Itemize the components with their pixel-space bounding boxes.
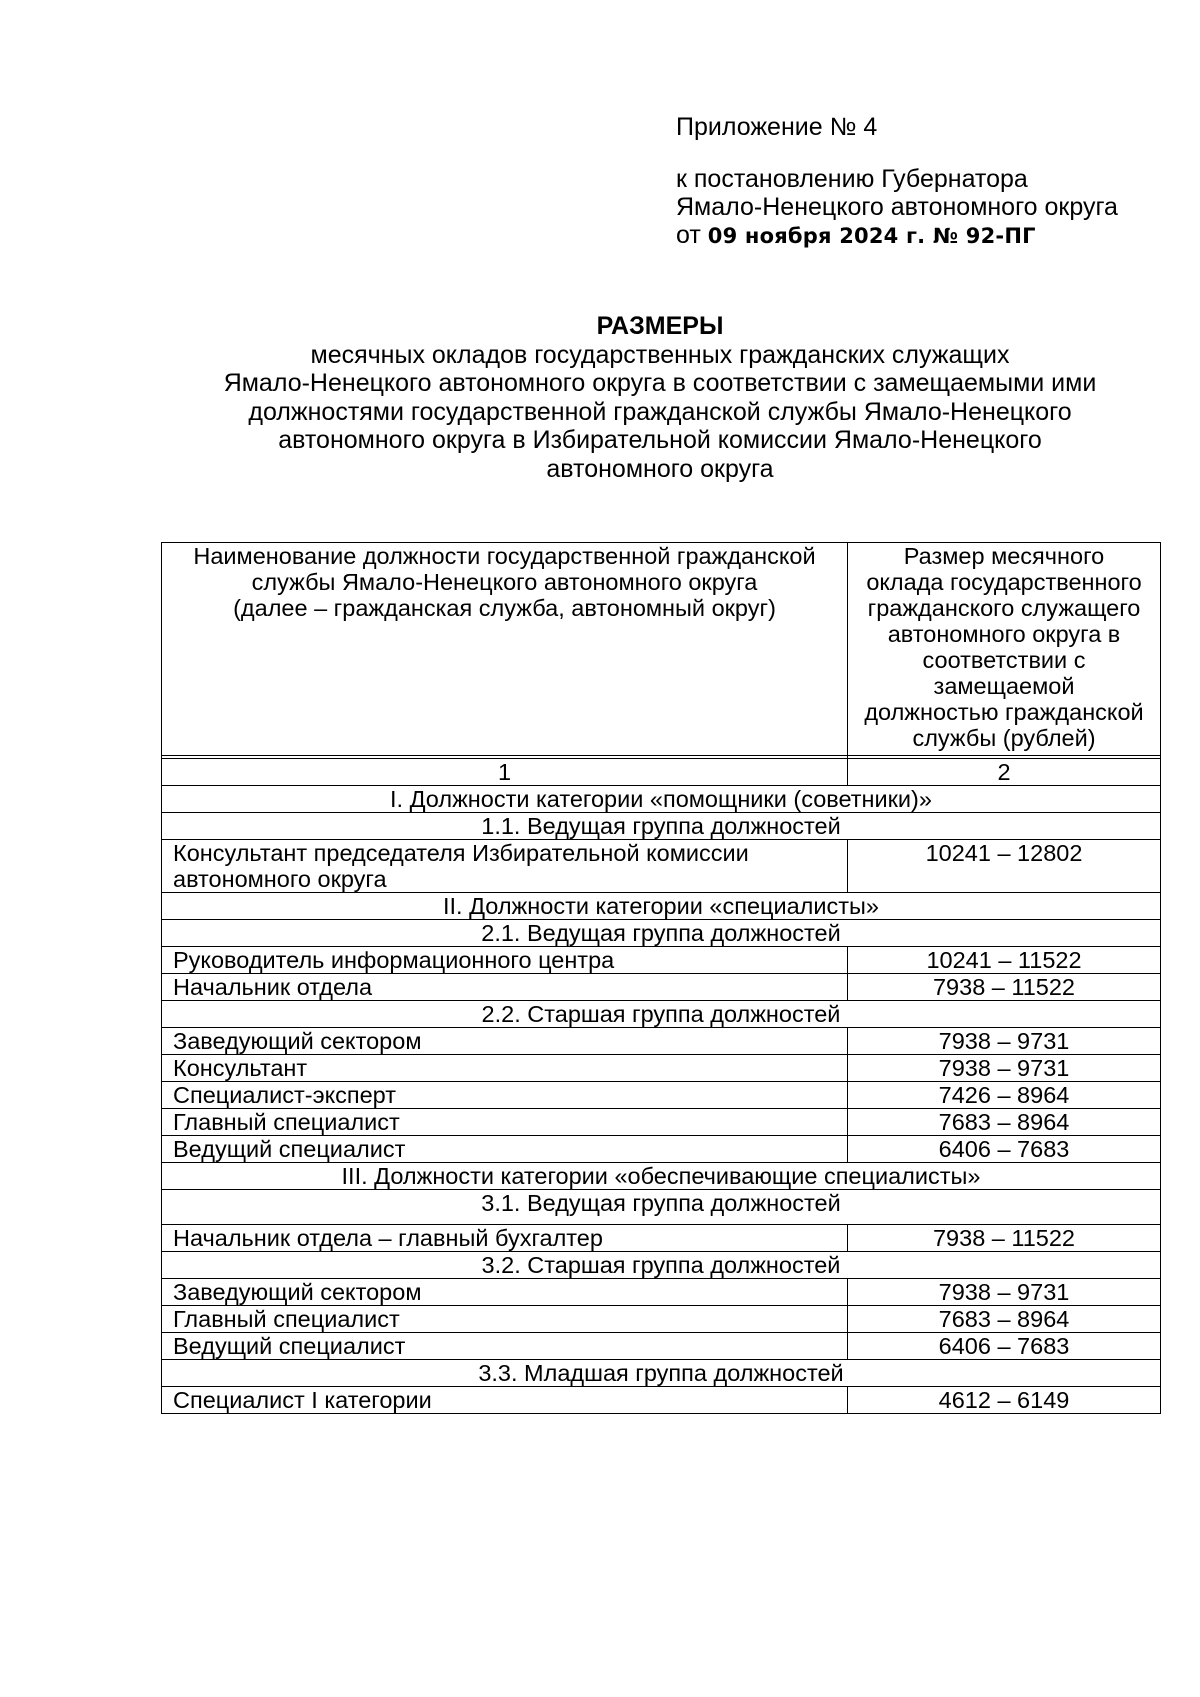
- appendix-label: Приложение № 4: [676, 113, 878, 141]
- title-heading: РАЗМЕРЫ: [596, 312, 724, 340]
- group-row: [162, 920, 1161, 947]
- title-line: автономного округа: [546, 454, 774, 483]
- group-row: [162, 1190, 1161, 1225]
- table-row: [162, 1333, 1161, 1360]
- group-row: [162, 813, 1161, 840]
- header-line: службы (рублей): [912, 725, 1096, 751]
- position-name: Консультант председателя Избирательной комиссии автономного округа: [162, 840, 848, 893]
- table-row: [162, 1279, 1161, 1306]
- document-title: [160, 312, 1160, 483]
- category-title: II. Должности категории «специалисты»: [162, 893, 1161, 920]
- title-line: автономного округа в Избирательной комиссии Ямало-Ненецкого: [278, 426, 1042, 454]
- appendix-region-line: Ямало-Ненецкого автономного округа: [676, 193, 1118, 221]
- group-row: [162, 1001, 1161, 1028]
- salary-range: 7938 – 9731: [848, 1279, 1161, 1306]
- header-line: оклада государственного: [866, 569, 1142, 595]
- position-name: Заведующий сектором: [162, 1279, 848, 1306]
- salary-range: 10241 – 11522: [848, 947, 1161, 974]
- table-row: [162, 1109, 1161, 1136]
- header-salary-size: [848, 543, 1161, 756]
- category-row: [162, 893, 1161, 920]
- position-name: Специалист I категории: [162, 1387, 848, 1414]
- group-row: [162, 1360, 1161, 1387]
- header-line: должностью гражданской: [864, 699, 1144, 725]
- category-title: III. Должности категории «обеспечивающие специалисты»: [162, 1163, 1161, 1190]
- date-prefix: от: [676, 221, 701, 249]
- column-number: 2: [848, 759, 1161, 786]
- title-line: месячных окладов государственных гражданских служащих: [310, 340, 1010, 369]
- header-position-name: [162, 543, 848, 756]
- salary-range: 7938 – 11522: [848, 974, 1161, 1001]
- date-stamp: 09 ноября 2024 г. № 92-ПГ: [707, 224, 1036, 248]
- position-name: Начальник отдела – главный бухгалтер: [162, 1225, 848, 1252]
- salary-range: 7426 – 8964: [848, 1082, 1161, 1109]
- position-name: Главный специалист: [162, 1109, 848, 1136]
- header-line: Наименование должности государственной гражданской: [193, 543, 816, 569]
- salary-range: 4612 – 6149: [848, 1387, 1161, 1414]
- position-name: Заведующий сектором: [162, 1028, 848, 1055]
- position-name: Главный специалист: [162, 1306, 848, 1333]
- position-name: Ведущий специалист: [162, 1333, 848, 1360]
- salary-range: 6406 – 7683: [848, 1333, 1161, 1360]
- table-row: [162, 1225, 1161, 1252]
- position-name: Руководитель информационного центра: [162, 947, 848, 974]
- title-line: должностями государственной гражданской службы Ямало-Ненецкого: [248, 397, 1072, 426]
- table-row: [162, 1136, 1161, 1163]
- group-title: 2.1. Ведущая группа должностей: [162, 920, 1161, 947]
- header-line: (далее – гражданская служба, автономный округ): [233, 595, 776, 621]
- salary-range: 10241 – 12802: [848, 840, 1161, 893]
- position-name: Специалист-эксперт: [162, 1082, 848, 1109]
- header-line: службы Ямало-Ненецкого автономного округа: [251, 569, 758, 595]
- position-name: Консультант: [162, 1055, 848, 1082]
- salary-table: [161, 542, 1161, 1414]
- salary-range: 7683 – 8964: [848, 1306, 1161, 1333]
- salary-range: 7938 – 9731: [848, 1028, 1161, 1055]
- table-row: [162, 974, 1161, 1001]
- table-header-row: [162, 543, 1161, 756]
- header-line: замещаемой: [933, 673, 1075, 699]
- table-row: [162, 1082, 1161, 1109]
- category-row: [162, 1163, 1161, 1190]
- category-row: [162, 786, 1161, 813]
- group-row: [162, 1252, 1161, 1279]
- table-row: [162, 1055, 1161, 1082]
- salary-range: 7938 – 11522: [848, 1225, 1161, 1252]
- table-row: [162, 1028, 1161, 1055]
- header-line: автономного округа в: [887, 621, 1121, 647]
- appendix-block: [676, 113, 1176, 250]
- table-row: [162, 1306, 1161, 1333]
- table-row: [162, 947, 1161, 974]
- table-row: [162, 840, 1161, 893]
- header-line: Размер месячного: [903, 543, 1105, 569]
- position-name: Ведущий специалист: [162, 1136, 848, 1163]
- group-title: 2.2. Старшая группа должностей: [162, 1001, 1161, 1028]
- column-number: 1: [162, 759, 848, 786]
- group-title: 3.2. Старшая группа должностей: [162, 1252, 1161, 1279]
- header-line: соответствии с: [922, 647, 1086, 673]
- group-title: 3.1. Ведущая группа должностей: [162, 1190, 1161, 1225]
- salary-range: 6406 – 7683: [848, 1136, 1161, 1163]
- group-title: 1.1. Ведущая группа должностей: [162, 813, 1161, 840]
- category-title: I. Должности категории «помощники (советники)»: [162, 786, 1161, 813]
- appendix-date-line: [676, 221, 1176, 250]
- position-name: Начальник отдела: [162, 974, 848, 1001]
- header-line: гражданского служащего: [867, 595, 1141, 621]
- table-row: [162, 1387, 1161, 1414]
- salary-range: 7683 – 8964: [848, 1109, 1161, 1136]
- group-title: 3.3. Младшая группа должностей: [162, 1360, 1161, 1387]
- salary-range: 7938 – 9731: [848, 1055, 1161, 1082]
- title-line: Ямало-Ненецкого автономного округа в соответствии с замещаемыми ими: [223, 369, 1097, 397]
- appendix-resolution-line: к постановлению Губернатора: [676, 165, 1028, 193]
- column-number-row: [162, 759, 1161, 786]
